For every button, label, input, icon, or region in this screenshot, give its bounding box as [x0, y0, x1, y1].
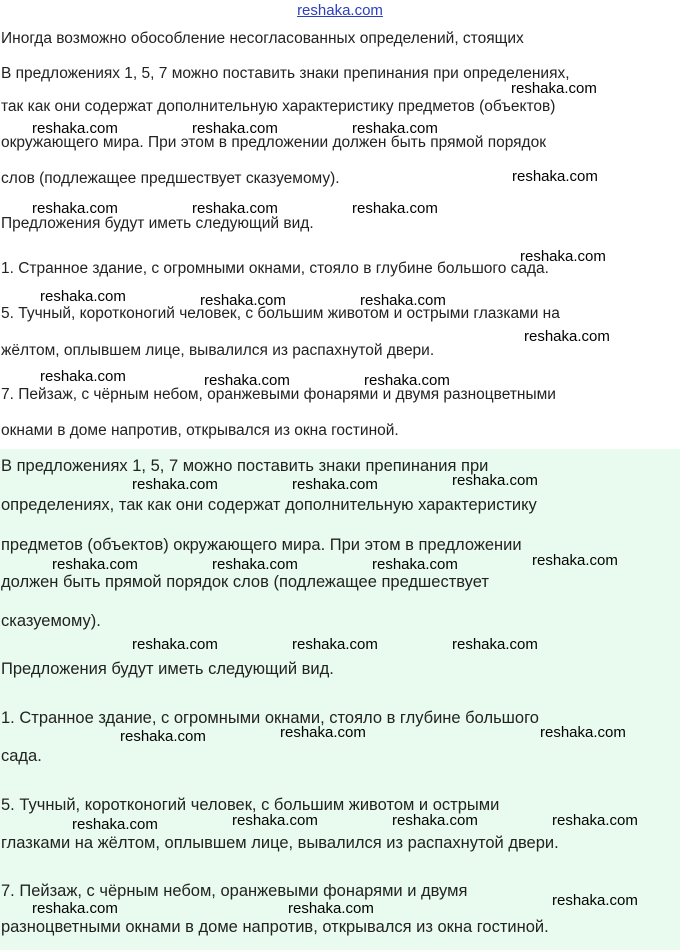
watermark-text: reshaka.com [192, 200, 278, 217]
watermark-text: reshaka.com [352, 200, 438, 217]
watermark-text: reshaka.com [200, 292, 286, 309]
watermark-text: reshaka.com [532, 552, 618, 569]
text-line: 1. Странное здание, с огромными окнами, стояло в глубине большого [1, 709, 539, 727]
text-line: 7. Пейзаж, с чёрным небом, оранжевыми фонарями и двумя разноцветными [1, 386, 556, 403]
watermark-text: reshaka.com [40, 288, 126, 305]
text-line: окружающего мира. При этом в предложении должен быть прямой порядок [1, 134, 547, 151]
site-header-link[interactable]: reshaka.com [297, 2, 383, 19]
watermark-text: reshaka.com [364, 372, 450, 389]
watermark-text: reshaka.com [72, 816, 158, 833]
text-line: глазками на жёлтом, оплывшем лице, вывалился из распахнутой двери. [1, 834, 559, 852]
watermark-text: reshaka.com [52, 556, 138, 573]
watermark-text: reshaka.com [524, 328, 610, 345]
watermark-text: reshaka.com [132, 476, 218, 493]
text-line: 5. Тучный, коротконогий человек, с большим животом и острыми [1, 796, 500, 814]
watermark-text: reshaka.com [32, 900, 118, 917]
watermark-text: reshaka.com [540, 724, 626, 741]
text-line: В предложениях 1, 5, 7 можно поставить знаки препинания при [1, 457, 489, 475]
text-line: Предложения будут иметь следующий вид. [1, 215, 314, 232]
watermark-text: reshaka.com [452, 636, 538, 653]
watermark-text: reshaka.com [292, 476, 378, 493]
text-line: окнами в доме напротив, открывался из окна гостиной. [1, 422, 399, 439]
watermark-text: reshaka.com [372, 556, 458, 573]
watermark-text: reshaka.com [392, 812, 478, 829]
watermark-text: reshaka.com [32, 120, 118, 137]
text-line: определениях, так как они содержат дополнительную характеристику [1, 496, 537, 514]
text-line: сада. [1, 747, 42, 765]
text-line: слов (подлежащее предшествует сказуемому). [1, 170, 340, 187]
watermark-text: reshaka.com [292, 636, 378, 653]
text-line: предметов (объектов) окружающего мира. При этом в предложении [1, 536, 522, 554]
text-line: Иногда возможно обособление несогласованных определений, стоящих [1, 30, 524, 47]
watermark-text: reshaka.com [520, 248, 606, 265]
watermark-text: reshaka.com [512, 168, 598, 185]
text-line: сказуемому). [1, 612, 101, 630]
watermark-text: reshaka.com [204, 372, 290, 389]
text-line: В предложениях 1, 5, 7 можно поставить знаки препинания при определениях, [1, 65, 570, 82]
watermark-text: reshaka.com [120, 728, 206, 745]
watermark-text: reshaka.com [552, 892, 638, 909]
watermark-text: reshaka.com [280, 724, 366, 741]
text-line: так как они содержат дополнительную характеристику предметов (объектов) [1, 98, 556, 115]
watermark-text: reshaka.com [40, 368, 126, 385]
text-line: 7. Пейзаж, с чёрным небом, оранжевыми фонарями и двумя [1, 882, 468, 900]
answer-highlight-section [0, 449, 680, 950]
watermark-text: reshaka.com [511, 80, 597, 97]
watermark-text: reshaka.com [452, 472, 538, 489]
watermark-text: reshaka.com [552, 812, 638, 829]
text-line: разноцветными окнами в доме напротив, открывался из окна гостиной. [1, 918, 549, 936]
text-line: должен быть прямой порядок слов (подлежащее предшествует [1, 573, 489, 591]
text-line: Предложения будут иметь следующий вид. [1, 660, 334, 678]
watermark-text: reshaka.com [288, 900, 374, 917]
watermark-text: reshaka.com [32, 200, 118, 217]
watermark-text: reshaka.com [232, 812, 318, 829]
text-line: 1. Странное здание, с огромными окнами, стояло в глубине большого сада. [1, 260, 549, 277]
watermark-text: reshaka.com [132, 636, 218, 653]
watermark-text: reshaka.com [212, 556, 298, 573]
watermark-text: reshaka.com [192, 120, 278, 137]
text-line: жёлтом, оплывшем лице, вывалился из распахнутой двери. [1, 342, 435, 359]
text-line: 5. Тучный, коротконогий человек, с большим животом и острыми глазками на [1, 305, 560, 322]
watermark-text: reshaka.com [352, 120, 438, 137]
watermark-text: reshaka.com [360, 292, 446, 309]
